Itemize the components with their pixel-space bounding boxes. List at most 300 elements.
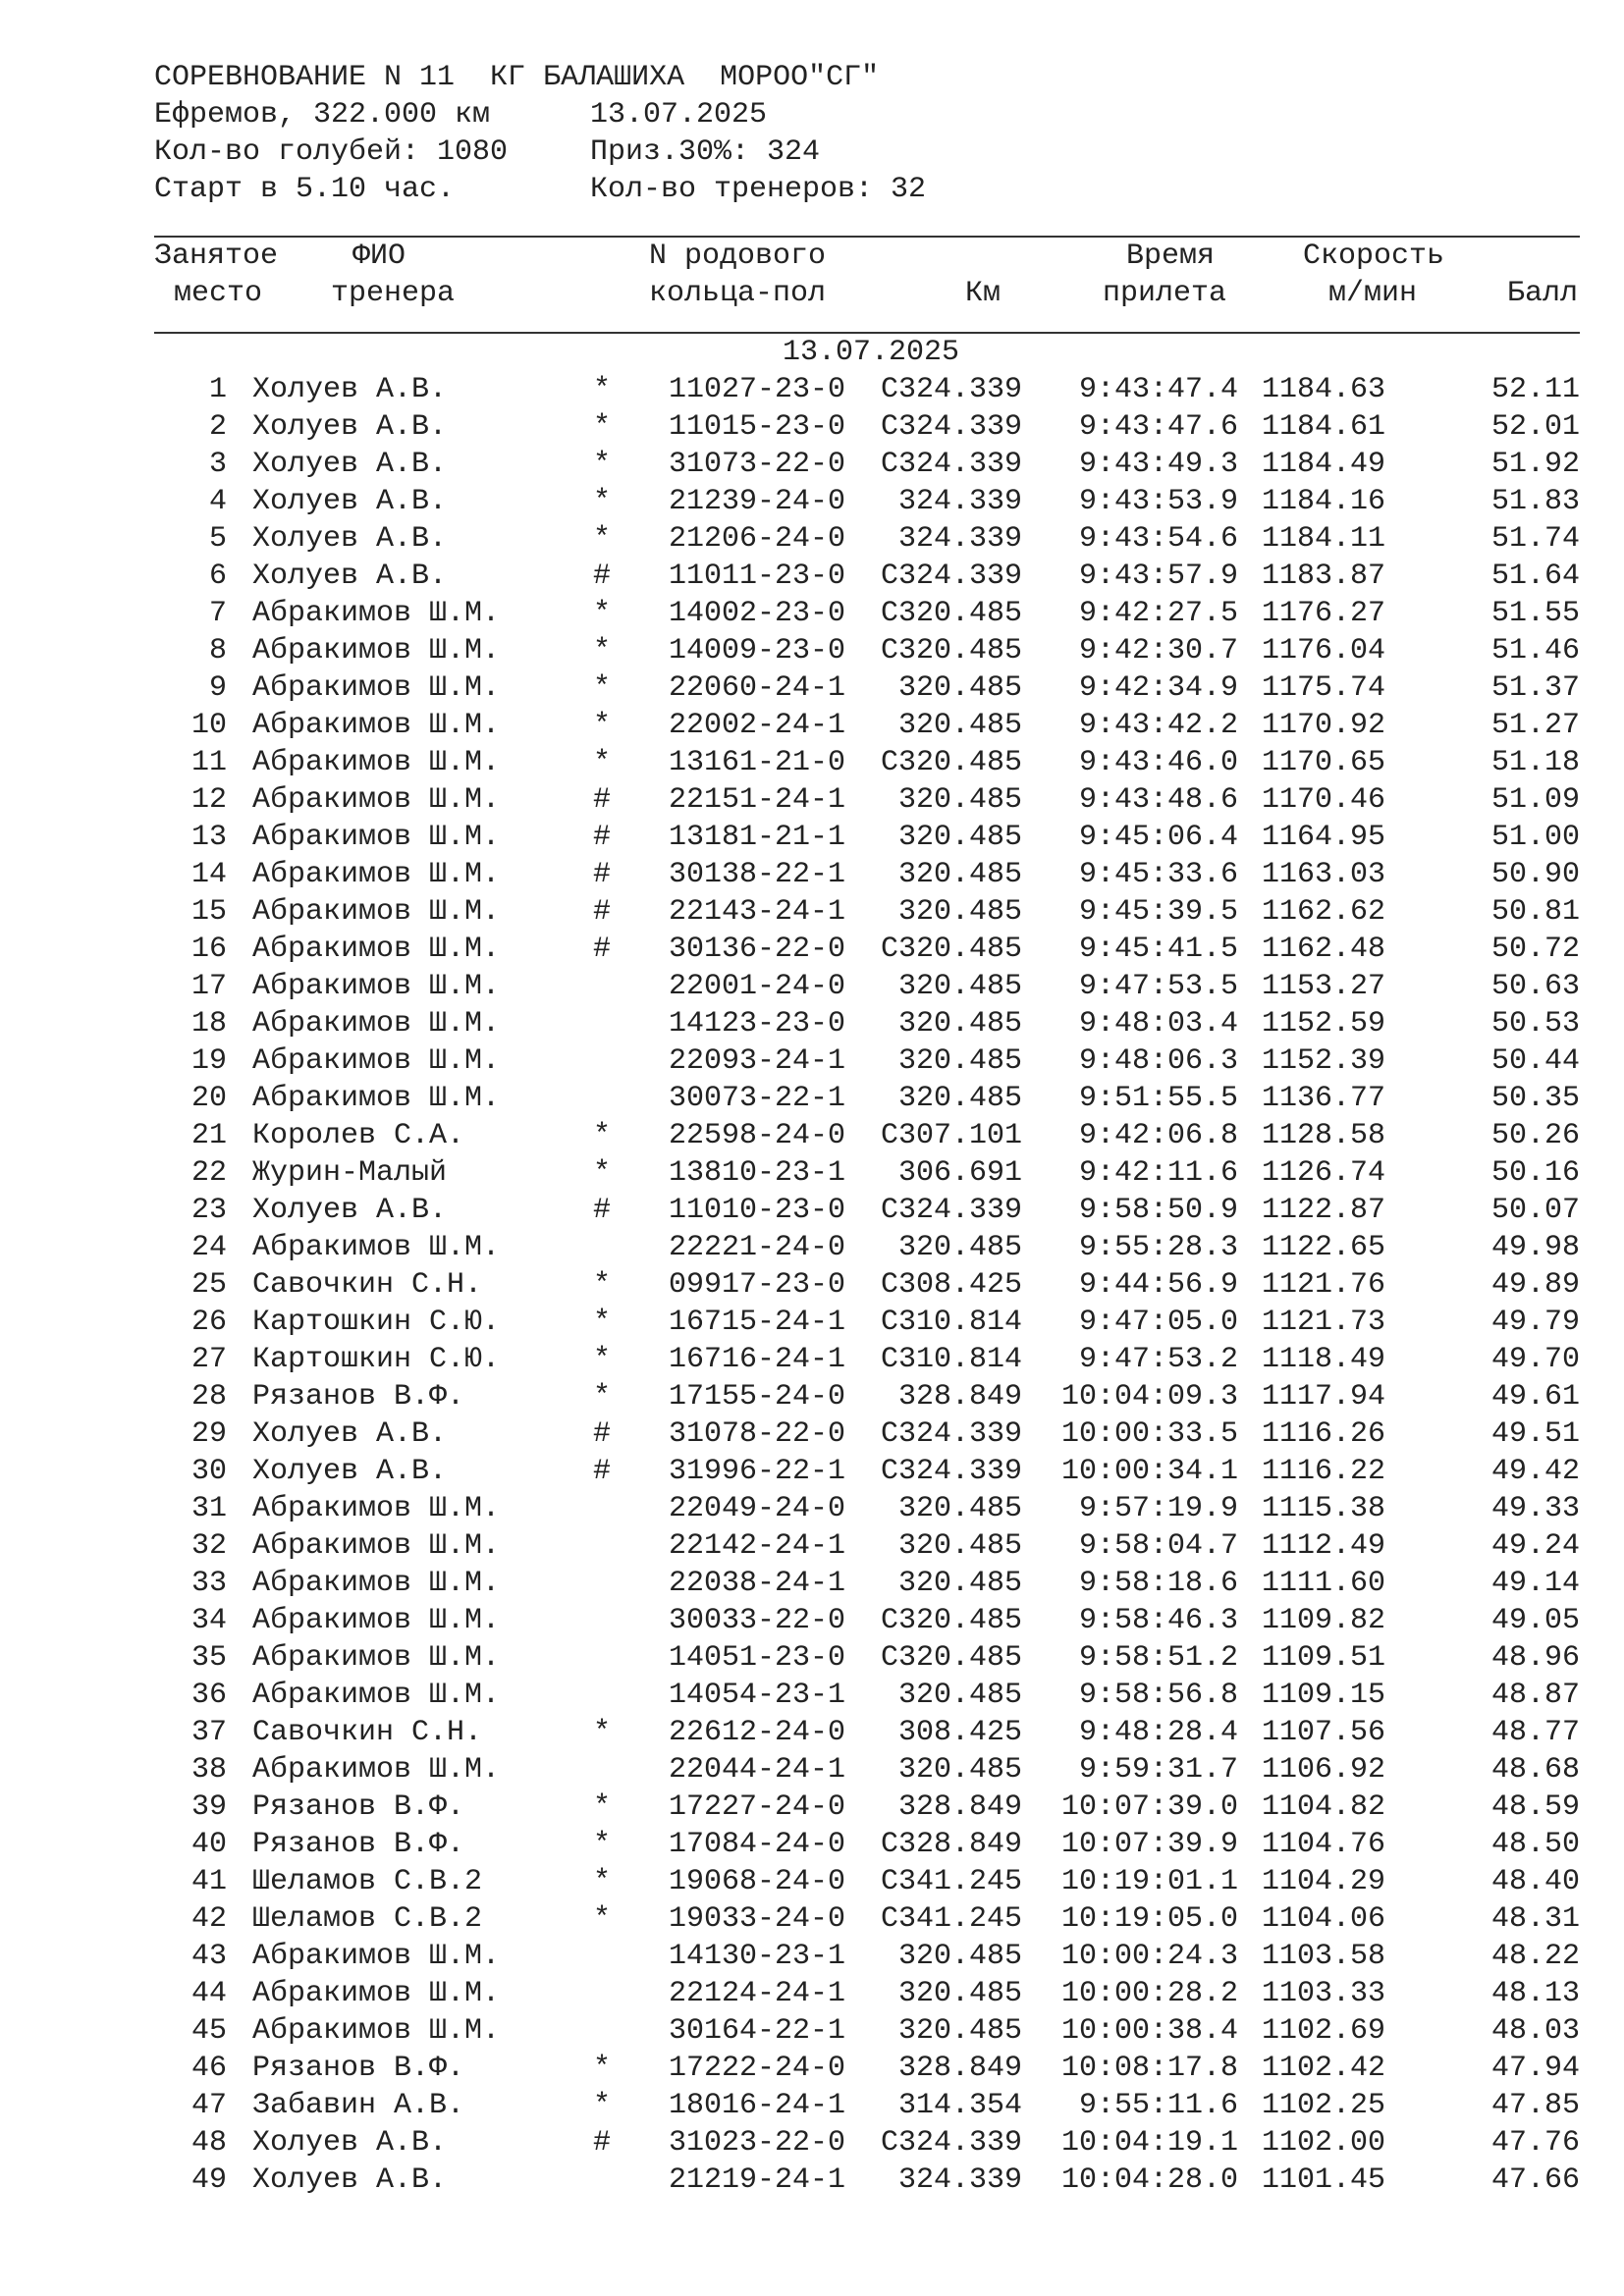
score: 47.94 <box>1490 2052 1580 2085</box>
table-row <box>154 483 1588 520</box>
table-row <box>154 968 1588 1005</box>
ring-flag: С <box>881 1343 899 1376</box>
trainer-name: Рязанов В.Ф. <box>252 1790 465 1824</box>
speed: 1106.92 <box>1261 1753 1385 1787</box>
arrival-time: 9:57:19.9 <box>1078 1492 1238 1525</box>
ring-number: 22221-24-0 <box>669 1231 846 1264</box>
pigeon-count: Кол-во голубей: 1080 <box>154 135 509 169</box>
col-place-label-2: место <box>174 277 263 310</box>
speed: 1121.76 <box>1261 1268 1385 1302</box>
score: 51.74 <box>1490 522 1580 556</box>
table-row <box>154 2012 1588 2050</box>
place: 14 <box>190 858 227 891</box>
score: 50.72 <box>1490 933 1580 966</box>
place: 43 <box>190 1940 227 1973</box>
speed: 1136.77 <box>1261 1082 1385 1115</box>
speed: 1176.04 <box>1261 634 1385 667</box>
speed: 1104.29 <box>1261 1865 1385 1898</box>
ring-number: 30033-22-0 <box>669 1604 846 1637</box>
speed: 1104.06 <box>1261 1902 1385 1936</box>
place: 11 <box>190 746 227 779</box>
table-row <box>154 1304 1588 1341</box>
distance-km: 320.485 <box>897 2014 1022 2048</box>
arrival-time: 9:43:47.6 <box>1078 410 1238 444</box>
trainer-name: Холуев А.В. <box>252 410 448 444</box>
ring-number: 14123-23-0 <box>669 1007 846 1041</box>
score: 47.85 <box>1490 2089 1580 2122</box>
ring-number: 09917-23-0 <box>669 1268 846 1302</box>
arrival-time: 9:45:39.5 <box>1078 895 1238 929</box>
trainer-name: Абракимов Ш.М. <box>252 1231 501 1264</box>
distance-km: 320.485 <box>897 1641 1022 1675</box>
trainer-name: Абракимов Ш.М. <box>252 783 501 817</box>
place: 40 <box>190 1828 227 1861</box>
ring-number: 22044-24-1 <box>669 1753 846 1787</box>
ring-number: 22001-24-0 <box>669 970 846 1003</box>
arrival-time: 9:59:31.7 <box>1078 1753 1238 1787</box>
ring-number: 17155-24-0 <box>669 1380 846 1414</box>
trainer-name: Рязанов В.Ф. <box>252 2052 465 2085</box>
score: 50.63 <box>1490 970 1580 1003</box>
place: 13 <box>190 821 227 854</box>
ring-number: 18016-24-1 <box>669 2089 846 2122</box>
distance-km: 320.485 <box>897 858 1022 891</box>
ring-number: 30138-22-1 <box>669 858 846 891</box>
mark: * <box>592 709 611 742</box>
score: 47.76 <box>1490 2126 1580 2160</box>
score: 52.11 <box>1490 373 1580 406</box>
trainer-name: Абракимов Ш.М. <box>252 1940 501 1973</box>
arrival-time: 10:00:24.3 <box>1060 1940 1238 1973</box>
score: 49.42 <box>1490 1455 1580 1488</box>
place: 8 <box>208 634 227 667</box>
trainer-count: Кол-во тренеров: 32 <box>590 173 927 206</box>
table-row <box>154 1266 1588 1304</box>
score: 48.77 <box>1490 1716 1580 1749</box>
distance-km: 320.485 <box>897 1977 1022 2010</box>
speed: 1170.92 <box>1261 709 1385 742</box>
trainer-name: Абракимов Ш.М. <box>252 1604 501 1637</box>
place: 16 <box>190 933 227 966</box>
arrival-time: 10:00:33.5 <box>1060 1417 1238 1451</box>
speed: 1122.65 <box>1261 1231 1385 1264</box>
place: 4 <box>208 485 227 518</box>
ring-number: 22002-24-1 <box>669 709 846 742</box>
score: 49.14 <box>1490 1567 1580 1600</box>
ring-flag: С <box>881 1268 899 1302</box>
speed: 1164.95 <box>1261 821 1385 854</box>
place: 46 <box>190 2052 227 2085</box>
col-score-label: Балл <box>1507 277 1579 310</box>
ring-flag: С <box>881 448 899 481</box>
arrival-time: 9:55:11.6 <box>1078 2089 1238 2122</box>
table-row <box>154 1154 1588 1192</box>
speed: 1170.65 <box>1261 746 1385 779</box>
distance-km: 324.339 <box>897 522 1022 556</box>
score: 49.89 <box>1490 1268 1580 1302</box>
score: 49.33 <box>1490 1492 1580 1525</box>
mark: # <box>592 821 611 854</box>
table-row <box>154 408 1588 446</box>
trainer-name: Холуев А.В. <box>252 1455 448 1488</box>
ring-number: 22612-24-0 <box>669 1716 846 1749</box>
ring-number: 22038-24-1 <box>669 1567 846 1600</box>
score: 50.07 <box>1490 1194 1580 1227</box>
place: 25 <box>190 1268 227 1302</box>
speed: 1152.39 <box>1261 1044 1385 1078</box>
speed: 1112.49 <box>1261 1529 1385 1563</box>
score: 49.79 <box>1490 1306 1580 1339</box>
arrival-time: 9:58:04.7 <box>1078 1529 1238 1563</box>
arrival-time: 10:00:34.1 <box>1060 1455 1238 1488</box>
place: 28 <box>190 1380 227 1414</box>
speed: 1111.60 <box>1261 1567 1385 1600</box>
table-row <box>154 1192 1588 1229</box>
place: 41 <box>190 1865 227 1898</box>
score: 50.81 <box>1490 895 1580 929</box>
mark: * <box>592 1828 611 1861</box>
trainer-name: Абракимов Ш.М. <box>252 1679 501 1712</box>
arrival-time: 9:44:56.9 <box>1078 1268 1238 1302</box>
arrival-time: 9:42:30.7 <box>1078 634 1238 667</box>
arrival-time: 10:08:17.8 <box>1060 2052 1238 2085</box>
trainer-name: Абракимов Ш.М. <box>252 671 501 705</box>
place: 18 <box>190 1007 227 1041</box>
arrival-time: 10:04:09.3 <box>1060 1380 1238 1414</box>
mark: # <box>592 783 611 817</box>
distance-km: 320.485 <box>897 1753 1022 1787</box>
distance-km: 324.339 <box>897 1455 1022 1488</box>
arrival-time: 10:04:28.0 <box>1060 2163 1238 2197</box>
table-row <box>154 893 1588 931</box>
table-row <box>154 1527 1588 1565</box>
arrival-time: 9:55:28.3 <box>1078 1231 1238 1264</box>
mark: * <box>592 1306 611 1339</box>
table-row <box>154 1565 1588 1602</box>
trainer-name: Королев С.А. <box>252 1119 465 1152</box>
arrival-time: 9:47:53.5 <box>1078 970 1238 1003</box>
score: 48.59 <box>1490 1790 1580 1824</box>
ring-number: 22142-24-1 <box>669 1529 846 1563</box>
speed: 1183.87 <box>1261 560 1385 593</box>
arrival-time: 9:47:05.0 <box>1078 1306 1238 1339</box>
ring-number: 21239-24-0 <box>669 485 846 518</box>
place: 45 <box>190 2014 227 2048</box>
distance-km: 310.814 <box>897 1306 1022 1339</box>
arrival-time: 10:19:01.1 <box>1060 1865 1238 1898</box>
race-date: 13.07.2025 <box>590 98 768 132</box>
trainer-name: Абракимов Ш.М. <box>252 1753 501 1787</box>
distance-km: 320.485 <box>897 1679 1022 1712</box>
speed: 1121.73 <box>1261 1306 1385 1339</box>
table-row <box>154 2087 1588 2124</box>
table-row <box>154 1639 1588 1677</box>
trainer-name: Абракимов Ш.М. <box>252 1977 501 2010</box>
ring-number: 22598-24-0 <box>669 1119 846 1152</box>
score: 49.05 <box>1490 1604 1580 1637</box>
arrival-time: 9:43:53.9 <box>1078 485 1238 518</box>
mark: * <box>592 1268 611 1302</box>
distance-km: 328.849 <box>897 1828 1022 1861</box>
distance-km: 320.485 <box>897 1044 1022 1078</box>
table-row <box>154 1751 1588 1789</box>
score: 50.35 <box>1490 1082 1580 1115</box>
score: 49.51 <box>1490 1417 1580 1451</box>
table-row <box>154 2162 1588 2199</box>
arrival-time: 9:43:48.6 <box>1078 783 1238 817</box>
score: 48.68 <box>1490 1753 1580 1787</box>
mark: # <box>592 895 611 929</box>
table-row <box>154 707 1588 744</box>
score: 50.16 <box>1490 1156 1580 1190</box>
arrival-time: 9:45:06.4 <box>1078 821 1238 854</box>
ring-number: 31073-22-0 <box>669 448 846 481</box>
score: 51.37 <box>1490 671 1580 705</box>
place: 44 <box>190 1977 227 2010</box>
ring-number: 22124-24-1 <box>669 1977 846 2010</box>
table-row <box>154 1938 1588 1975</box>
speed: 1152.59 <box>1261 1007 1385 1041</box>
speed: 1128.58 <box>1261 1119 1385 1152</box>
mark: * <box>592 634 611 667</box>
ring-flag: С <box>881 1306 899 1339</box>
table-row <box>154 1602 1588 1639</box>
place: 9 <box>208 671 227 705</box>
distance-km: 320.485 <box>897 746 1022 779</box>
arrival-time: 9:45:41.5 <box>1078 933 1238 966</box>
table-row <box>154 819 1588 856</box>
table-row <box>154 856 1588 893</box>
speed: 1184.11 <box>1261 522 1385 556</box>
speed: 1102.42 <box>1261 2052 1385 2085</box>
arrival-time: 9:42:06.8 <box>1078 1119 1238 1152</box>
ring-flag: С <box>881 597 899 630</box>
arrival-time: 9:47:53.2 <box>1078 1343 1238 1376</box>
place: 6 <box>208 560 227 593</box>
ring-flag: С <box>881 634 899 667</box>
distance-km: 306.691 <box>897 1156 1022 1190</box>
arrival-time: 9:48:03.4 <box>1078 1007 1238 1041</box>
distance-km: 320.485 <box>897 1567 1022 1600</box>
trainer-name: Абракимов Ш.М. <box>252 634 501 667</box>
speed: 1153.27 <box>1261 970 1385 1003</box>
mark: * <box>592 1156 611 1190</box>
trainer-name: Забавин А.В. <box>252 2089 465 2122</box>
ring-number: 30073-22-1 <box>669 1082 846 1115</box>
distance-km: 341.245 <box>897 1902 1022 1936</box>
ring-flag: С <box>881 1865 899 1898</box>
ring-number: 31996-22-1 <box>669 1455 846 1488</box>
arrival-time: 10:07:39.9 <box>1060 1828 1238 1861</box>
mark: * <box>592 485 611 518</box>
mark: # <box>592 2126 611 2160</box>
ring-number: 19033-24-0 <box>669 1902 846 1936</box>
mark: * <box>592 373 611 406</box>
ring-number: 14002-23-0 <box>669 597 846 630</box>
ring-number: 14054-23-1 <box>669 1679 846 1712</box>
score: 47.66 <box>1490 2163 1580 2197</box>
arrival-time: 10:07:39.0 <box>1060 1790 1238 1824</box>
mark: * <box>592 1790 611 1824</box>
trainer-name: Рязанов В.Ф. <box>252 1828 465 1861</box>
table-row <box>154 520 1588 558</box>
col-time-label-1: Время <box>1126 240 1216 273</box>
place: 12 <box>190 783 227 817</box>
table-row <box>154 371 1588 408</box>
ring-flag: С <box>881 1641 899 1675</box>
ring-number: 11010-23-0 <box>669 1194 846 1227</box>
trainer-name: Холуев А.В. <box>252 522 448 556</box>
place: 23 <box>190 1194 227 1227</box>
speed: 1116.26 <box>1261 1417 1385 1451</box>
speed: 1104.82 <box>1261 1790 1385 1824</box>
arrival-time: 9:45:33.6 <box>1078 858 1238 891</box>
trainer-name: Абракимов Ш.М. <box>252 597 501 630</box>
distance-km: 324.339 <box>897 1417 1022 1451</box>
mark: # <box>592 1194 611 1227</box>
ring-number: 16716-24-1 <box>669 1343 846 1376</box>
speed: 1184.61 <box>1261 410 1385 444</box>
distance-km: 320.485 <box>897 1082 1022 1115</box>
mark: * <box>592 1380 611 1414</box>
place: 49 <box>190 2163 227 2197</box>
table-row <box>154 2050 1588 2087</box>
speed: 1175.74 <box>1261 671 1385 705</box>
table-row <box>154 1490 1588 1527</box>
score: 51.00 <box>1490 821 1580 854</box>
ring-number: 17222-24-0 <box>669 2052 846 2085</box>
results-table <box>154 371 1588 2199</box>
trainer-name: Абракимов Ш.М. <box>252 933 501 966</box>
place: 2 <box>208 410 227 444</box>
results-document <box>154 59 1588 2199</box>
mark: * <box>592 1902 611 1936</box>
mark: # <box>592 1417 611 1451</box>
table-row <box>154 1453 1588 1490</box>
distance-km: 320.485 <box>897 1940 1022 1973</box>
speed: 1184.16 <box>1261 485 1385 518</box>
score: 50.26 <box>1490 1119 1580 1152</box>
score: 48.13 <box>1490 1977 1580 2010</box>
distance-km: 328.849 <box>897 1790 1022 1824</box>
col-time-label-2: прилета <box>1103 277 1227 310</box>
table-row <box>154 1415 1588 1453</box>
mark: * <box>592 1343 611 1376</box>
speed: 1184.49 <box>1261 448 1385 481</box>
mark: * <box>592 1119 611 1152</box>
score: 51.83 <box>1490 485 1580 518</box>
speed: 1176.27 <box>1261 597 1385 630</box>
distance-km: 314.354 <box>897 2089 1022 2122</box>
prize-count: Приз.30%: 324 <box>590 135 821 169</box>
arrival-time: 9:58:51.2 <box>1078 1641 1238 1675</box>
trainer-name: Абракимов Ш.М. <box>252 821 501 854</box>
table-row <box>154 1863 1588 1900</box>
mark: * <box>592 1716 611 1749</box>
trainer-name: Холуев А.В. <box>252 373 448 406</box>
speed: 1117.94 <box>1261 1380 1385 1414</box>
table-row <box>154 669 1588 707</box>
mark: # <box>592 933 611 966</box>
ring-number: 17084-24-0 <box>669 1828 846 1861</box>
table-row <box>154 446 1588 483</box>
trainer-name: Савочкин С.Н. <box>252 1268 483 1302</box>
table-row <box>154 595 1588 632</box>
arrival-time: 9:58:50.9 <box>1078 1194 1238 1227</box>
header-block <box>154 59 1588 208</box>
trainer-name: Журин-Малый <box>252 1156 448 1190</box>
counts-line <box>154 133 1588 171</box>
score: 51.92 <box>1490 448 1580 481</box>
speed: 1115.38 <box>1261 1492 1385 1525</box>
ring-flag: С <box>881 1417 899 1451</box>
table-row <box>154 1677 1588 1714</box>
distance-km: 324.339 <box>897 1194 1022 1227</box>
mark: * <box>592 2089 611 2122</box>
start-time: Старт в 5.10 час. <box>154 173 456 206</box>
speed: 1104.76 <box>1261 1828 1385 1861</box>
speed: 1109.51 <box>1261 1641 1385 1675</box>
table-row <box>154 1714 1588 1751</box>
release-location: Ефремов, 322.000 км <box>154 98 491 132</box>
table-row <box>154 1005 1588 1042</box>
distance-km: 320.485 <box>897 1007 1022 1041</box>
mark: * <box>592 1865 611 1898</box>
ring-number: 21206-24-0 <box>669 522 846 556</box>
place: 31 <box>190 1492 227 1525</box>
trainer-name: Картошкин С.Ю. <box>252 1306 501 1339</box>
arrival-time: 9:43:49.3 <box>1078 448 1238 481</box>
distance-km: 324.339 <box>897 485 1022 518</box>
ring-flag: С <box>881 1194 899 1227</box>
speed: 1118.49 <box>1261 1343 1385 1376</box>
table-row <box>154 1117 1588 1154</box>
speed: 1126.74 <box>1261 1156 1385 1190</box>
place: 19 <box>190 1044 227 1078</box>
mark: * <box>592 671 611 705</box>
table-row <box>154 1789 1588 1826</box>
score: 50.53 <box>1490 1007 1580 1041</box>
mark: * <box>592 2052 611 2085</box>
arrival-time: 9:48:28.4 <box>1078 1716 1238 1749</box>
table-row <box>154 931 1588 968</box>
speed: 1107.56 <box>1261 1716 1385 1749</box>
ring-number: 14130-23-1 <box>669 1940 846 1973</box>
speed: 1102.25 <box>1261 2089 1385 2122</box>
distance-km: 320.485 <box>897 1231 1022 1264</box>
ring-flag: С <box>881 1455 899 1488</box>
ring-number: 13161-21-0 <box>669 746 846 779</box>
place: 26 <box>190 1306 227 1339</box>
arrival-time: 10:04:19.1 <box>1060 2126 1238 2160</box>
distance-km: 308.425 <box>897 1268 1022 1302</box>
trainer-name: Абракимов Ш.М. <box>252 709 501 742</box>
speed: 1109.15 <box>1261 1679 1385 1712</box>
ring-number: 11015-23-0 <box>669 410 846 444</box>
ring-number: 31078-22-0 <box>669 1417 846 1451</box>
table-row <box>154 1900 1588 1938</box>
place: 42 <box>190 1902 227 1936</box>
distance-km: 320.485 <box>897 783 1022 817</box>
score: 48.96 <box>1490 1641 1580 1675</box>
arrival-time: 9:51:55.5 <box>1078 1082 1238 1115</box>
score: 50.90 <box>1490 858 1580 891</box>
location-date-line <box>154 96 1588 133</box>
ring-flag: С <box>881 933 899 966</box>
score: 51.09 <box>1490 783 1580 817</box>
arrival-time: 9:43:42.2 <box>1078 709 1238 742</box>
trainer-name: Абракимов Ш.М. <box>252 1529 501 1563</box>
